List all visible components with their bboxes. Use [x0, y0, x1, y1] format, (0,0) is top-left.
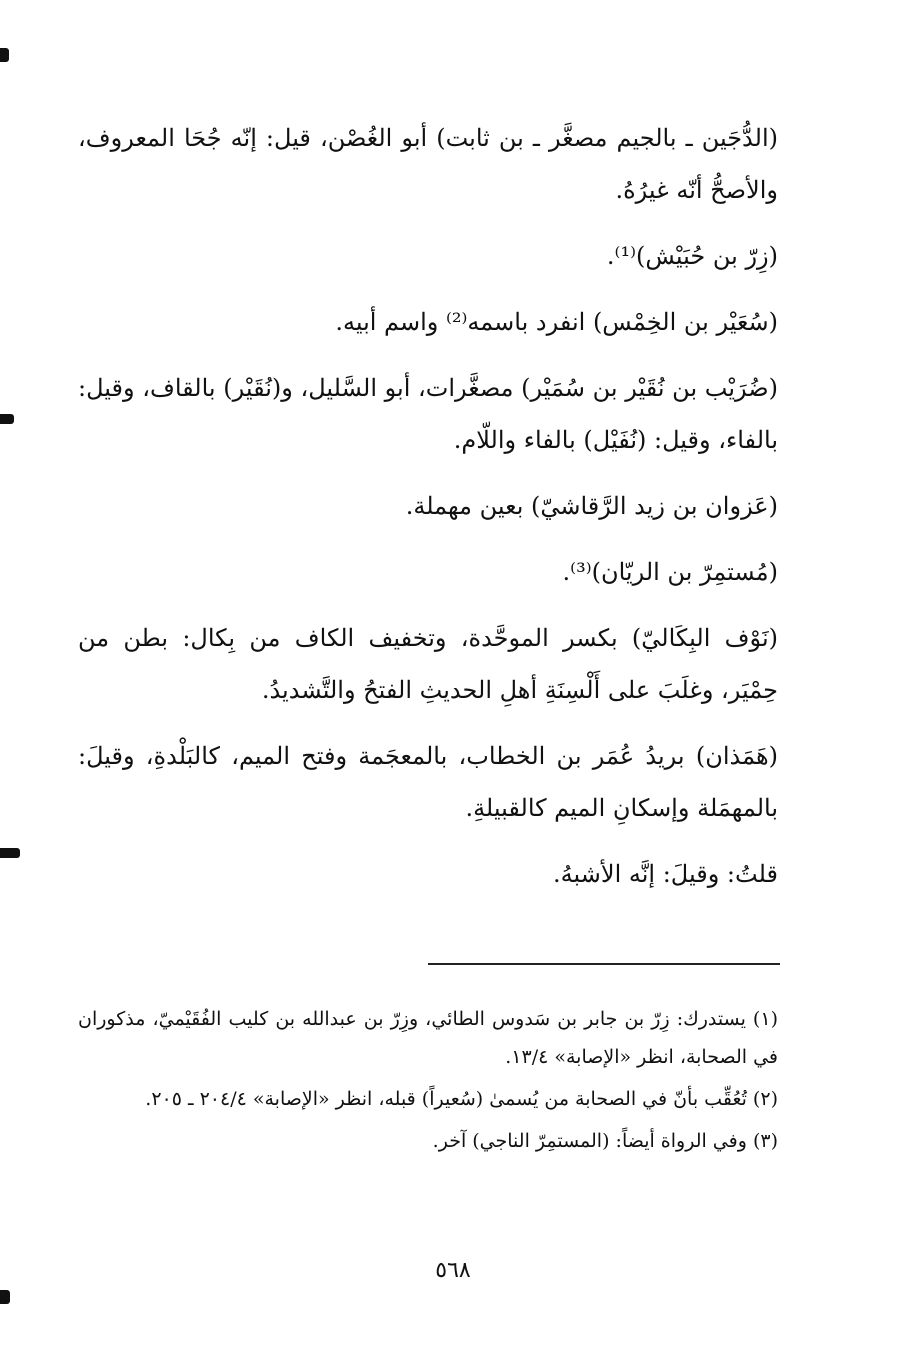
entry-hamadhan: (هَمَذان) بريدُ عُمَر بن الخطاب، بالمعجَمة وفتح الميم، كالبَلْدةِ، وقيلَ: بالمهمَلة وإسكانِ الميم كالقبيلةِ. — [78, 742, 778, 822]
entry-suair: (سُعَيْر بن الخِمْس) انفرد باسمه⁽²⁾ واسم أبيه. — [335, 308, 778, 336]
main-text — [78, 112, 778, 914]
margin-mark-bottom — [0, 1290, 10, 1304]
margin-mark-middle — [0, 848, 20, 858]
margin-mark-top — [0, 48, 9, 62]
footnotes — [78, 1000, 778, 1164]
entry-dujain: (الدُّجَين ـ بالجيم مصغَّر ـ بن ثابت) أبو الغُصْن، قيل: إنّه جُحَا المعروف، والأصحُّ أنّه غيرُهُ. — [78, 124, 778, 204]
footnote-separator — [428, 963, 780, 965]
footnote-1: (١) يستدرك: زِرّ بن جابر بن سَدوس الطائي، وزِرّ بن عبدالله بن كليب الفُقَيْميّ، مذكوران في الصحابة، انظر «الإصابة» ١٣/٤. — [78, 1008, 778, 1068]
footnote-2: (٢) تُعُقِّب بأنّ في الصحابة من يُسمىٰ (سُعيراً) قبله، انظر «الإصابة» ٢٠٤/٤ ـ ٢٠٥. — [145, 1088, 778, 1110]
footnote-3: (٣) وفي الرواة أيضاً: (المستمِرّ الناجي) آخر. — [432, 1130, 778, 1152]
entry-nawf: (نَوْف البِكَاليّ) بكسر الموحَّدة، وتخفيف الكاف من بِكال: بطن من حِمْيَر، وغلَبَ على أَلْسِنَةِ أهلِ الحديثِ الفتحُ والتَّشديدُ. — [78, 624, 778, 704]
page-number: ٥٦٨ — [435, 1258, 471, 1283]
entry-mustamir: (مُستمِرّ بن الريّان)⁽³⁾. — [562, 558, 778, 586]
margin-mark-upper — [0, 414, 14, 424]
note-qultu: قلتُ: وقيلَ: إنَّه الأشبهُ. — [553, 860, 778, 888]
entry-dhuraib: (ضُرَيْب بن نُقَيْر بن سُمَيْر) مصغَّرات، أبو السَّليل، و(نُقَيْر) بالقاف، وقيل: بالفاء، وقيل: (نُفَيْل) بالفاء واللّام. — [78, 374, 778, 454]
entry-zirr: (زِرّ بن حُبَيْش)⁽¹⁾. — [606, 242, 778, 270]
entry-azwan: (عَزوان بن زيد الرَّقاشيّ) بعين مهملة. — [405, 492, 778, 520]
